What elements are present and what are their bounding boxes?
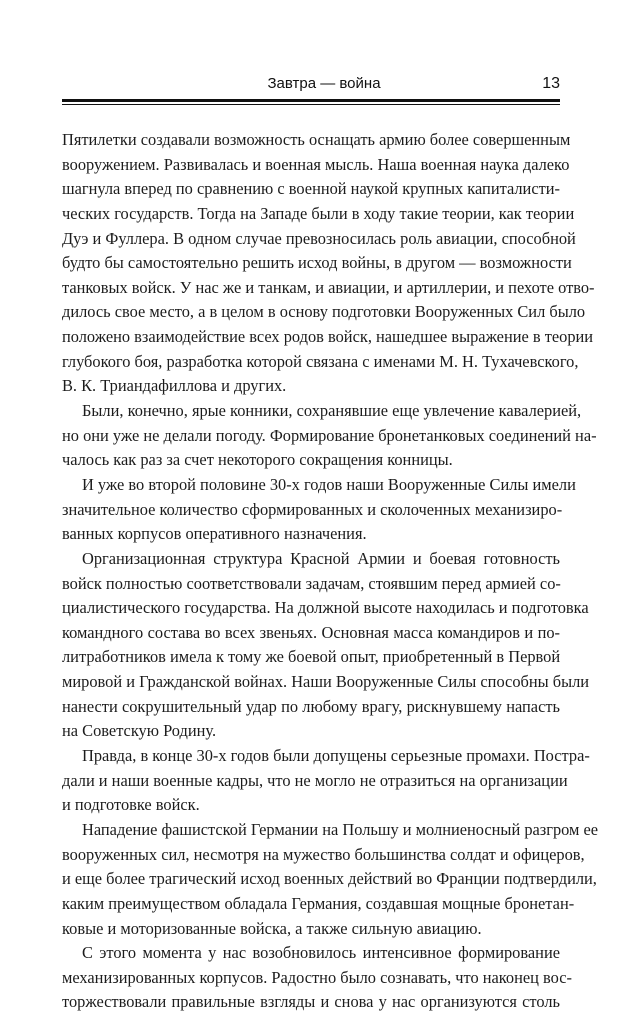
text-line: Дуэ и Фуллера. В одном случае превозносилась роль авиации, способной [62,228,576,248]
running-title: Завтра — война [267,75,381,92]
page-number: 13 [542,75,560,92]
paragraph [62,818,599,941]
text-line: В. К. Триандафиллова и других. [62,376,287,396]
running-header [88,72,560,96]
text-line: торжествовали правильные взгляды и снова у нас организуются столь [62,992,560,1012]
paragraph [62,941,572,1015]
text-line: вооружением. Развивалась и военная мысль. Наша военная наука далеко [62,154,570,174]
text-line: ковые и моторизованные войска, а также сильную авиацию. [62,918,482,938]
text-line: дали и наши военные кадры, что не могло не отразиться на организации [62,770,568,790]
paragraph [62,128,595,399]
text-line: и еще более трагический исход военных действий во Франции подтвердили, [62,869,597,889]
text-line: глубокого боя, разработка которой связана с именами М. Н. Тухачевского, [62,351,579,371]
text-line: циалистического государства. На должной высоте находилась и подготовка [62,598,589,618]
text-line: чалось как раз за счет некоторого сокращения конницы. [62,450,453,470]
text-line: каким преимуществом обладала Германия, создавшая мощные бронетан- [62,893,575,913]
header-rule-thick [62,99,560,102]
text-line: Организационная структура Красной Армии и боевая готовность [82,548,560,568]
paragraph [62,744,590,818]
body-text [62,128,599,1015]
text-line: дилось свое место, а в целом в основу подготовки Вооруженных Сил было [62,302,586,322]
text-line: на Советскую Родину. [62,721,217,741]
text-line: Правда, в конце 30-х годов были допущены серьезные промахи. Постра- [82,746,590,766]
text-line: С этого момента у нас возобновилось интенсивное формирование [82,943,560,963]
text-line: войск полностью соответствовали задачам, стоявшим перед армией со- [62,573,561,593]
text-line: ванных корпусов оперативного назначения. [62,524,367,544]
text-line: значительное количество сформированных и сколоченных механизиро- [62,499,563,519]
text-line: положено взаимодействие всех родов войск, нашедшее выражение в теории [62,327,594,347]
text-line: шагнула вперед по сравнению с военной наукой крупных капиталисти- [62,179,560,199]
header-rule-thin [62,104,560,105]
text-line: вооруженных сил, несмотря на мужество большинства солдат и офицеров, [62,844,585,864]
paragraph [62,399,597,473]
text-line: ческих государств. Тогда на Западе были в ходу такие теории, как теории [62,203,575,223]
text-line: И уже во второй половине 30-х годов наши Вооруженные Силы имели [82,474,576,494]
text-line: Были, конечно, ярые конники, сохранявшие еще увлечение кавалерией, [82,401,582,421]
text-line: литработников имела к тому же боевой опыт, приобретенный в Первой [62,647,561,667]
text-line: механизированных корпусов. Радостно было сознавать, что наконец вос- [62,967,572,987]
text-line: командного состава во всех звеньях. Основная масса командиров и по- [62,622,560,642]
text-line: танковых войск. У нас же и танкам, и авиации, и артиллерии, и пехоте отво- [62,277,595,297]
text-line: будто бы самостоятельно решить исход войны, в другом — возможности [62,253,572,273]
text-line: Пятилетки создавали возможность оснащать армию более совершенным [62,130,571,149]
paragraph [62,473,576,547]
text-line: нанести сокрушительный удар по любому врагу, рискнувшему напасть [62,696,560,716]
paragraph [62,547,590,744]
text-line: Нападение фашистской Германии на Польшу и молниеносный разгром ее [82,819,599,839]
text-line: мировой и Гражданской войнах. Наши Вооруженные Силы способны были [62,672,590,692]
text-line: но они уже не делали погоду. Формирование бронетанковых соединений на- [62,425,597,445]
text-line: и подготовке войск. [62,795,200,815]
